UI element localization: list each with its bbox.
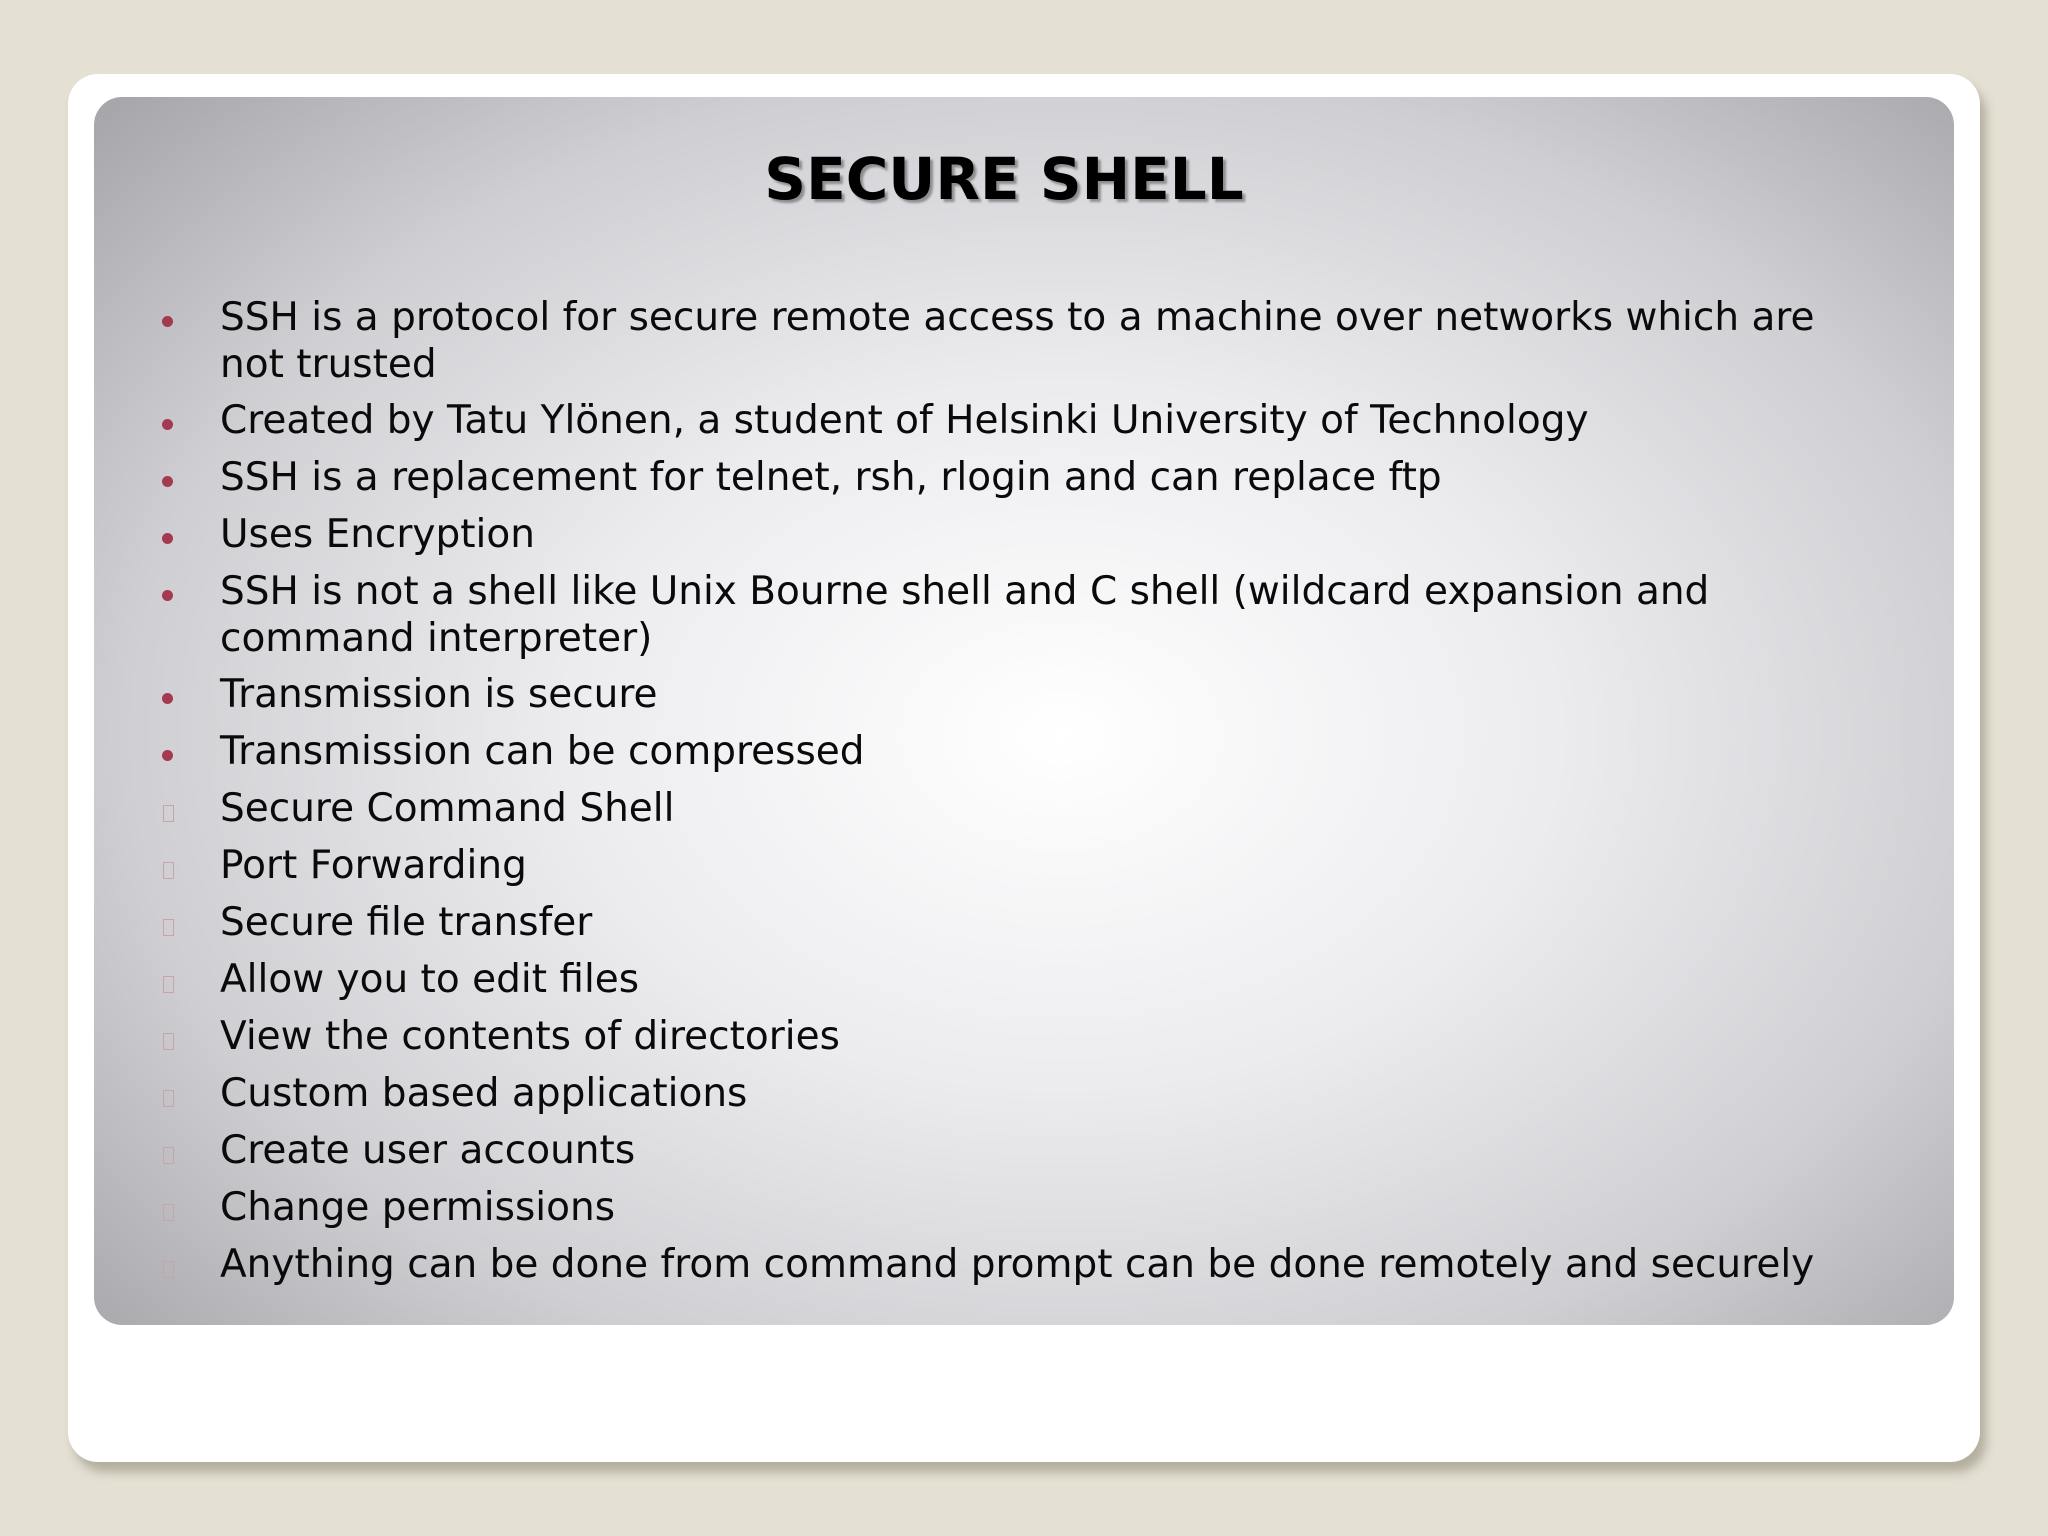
bullet-item — [160, 568, 1880, 662]
bullet-item — [160, 785, 1880, 833]
bullet-item — [160, 511, 1880, 559]
bullet-text: Transmission is secure — [220, 672, 658, 717]
bullet-text: Create user accounts — [220, 1128, 636, 1173]
bullet-text: Custom based applications — [220, 1071, 748, 1116]
slide-title: SECURE SHELL — [764, 145, 1244, 213]
bullet-item — [160, 956, 1880, 1004]
bullet-item — [160, 899, 1880, 947]
bullet-item — [160, 454, 1880, 502]
bullet-item — [160, 1070, 1880, 1118]
bullet-box-icon — [160, 1070, 220, 1118]
bullet-box-icon — [160, 956, 220, 1004]
bullet-text: Allow you to edit files — [220, 957, 640, 1002]
bullet-item — [160, 294, 1880, 388]
bullet-item — [160, 1184, 1880, 1232]
bullet-dot-icon — [160, 671, 220, 719]
bullet-text: SSH is a replacement for telnet, rsh, rlogin and can replace ftp — [220, 455, 1442, 500]
bullet-text: Created by Tatu Ylönen, a student of Helsinki University of Technology — [220, 398, 1589, 443]
bullet-box-icon — [160, 842, 220, 890]
bullet-item — [160, 1013, 1880, 1061]
bullet-dot-icon — [160, 397, 220, 445]
bullet-item — [160, 397, 1880, 445]
bullet-list — [160, 294, 1880, 1298]
bullet-text: Anything can be done from command prompt can be done remotely and securely — [220, 1242, 1815, 1287]
bullet-text: Uses Encryption — [220, 512, 535, 557]
bullet-text: View the contents of directories — [220, 1014, 840, 1059]
bullet-text: Port Forwarding — [220, 843, 527, 888]
bullet-box-icon — [160, 785, 220, 833]
bullet-text: Change permissions — [220, 1185, 616, 1230]
bullet-item — [160, 728, 1880, 776]
bullet-item — [160, 842, 1880, 890]
bullet-box-icon — [160, 1241, 220, 1289]
bullet-text: SSH is a protocol for secure remote access to a machine over networks which are not trusted — [220, 295, 1815, 387]
bullet-dot-icon — [160, 454, 220, 502]
bullet-text: SSH is not a shell like Unix Bourne shell and C shell (wildcard expansion and command interpreter) — [220, 569, 1710, 661]
bullet-item — [160, 1241, 1880, 1289]
bullet-dot-icon — [160, 511, 220, 559]
bullet-text: Transmission can be compressed — [220, 729, 865, 774]
bullet-item — [160, 671, 1880, 719]
bullet-item — [160, 1127, 1880, 1175]
bullet-dot-icon — [160, 728, 220, 776]
bullet-box-icon — [160, 1184, 220, 1232]
bullet-box-icon — [160, 1013, 220, 1061]
bullet-text: Secure Command Shell — [220, 786, 675, 831]
bullet-box-icon — [160, 899, 220, 947]
bullet-box-icon — [160, 1127, 220, 1175]
bullet-dot-icon — [160, 568, 220, 616]
bullet-text: Secure file transfer — [220, 900, 593, 945]
bullet-dot-icon — [160, 294, 220, 342]
